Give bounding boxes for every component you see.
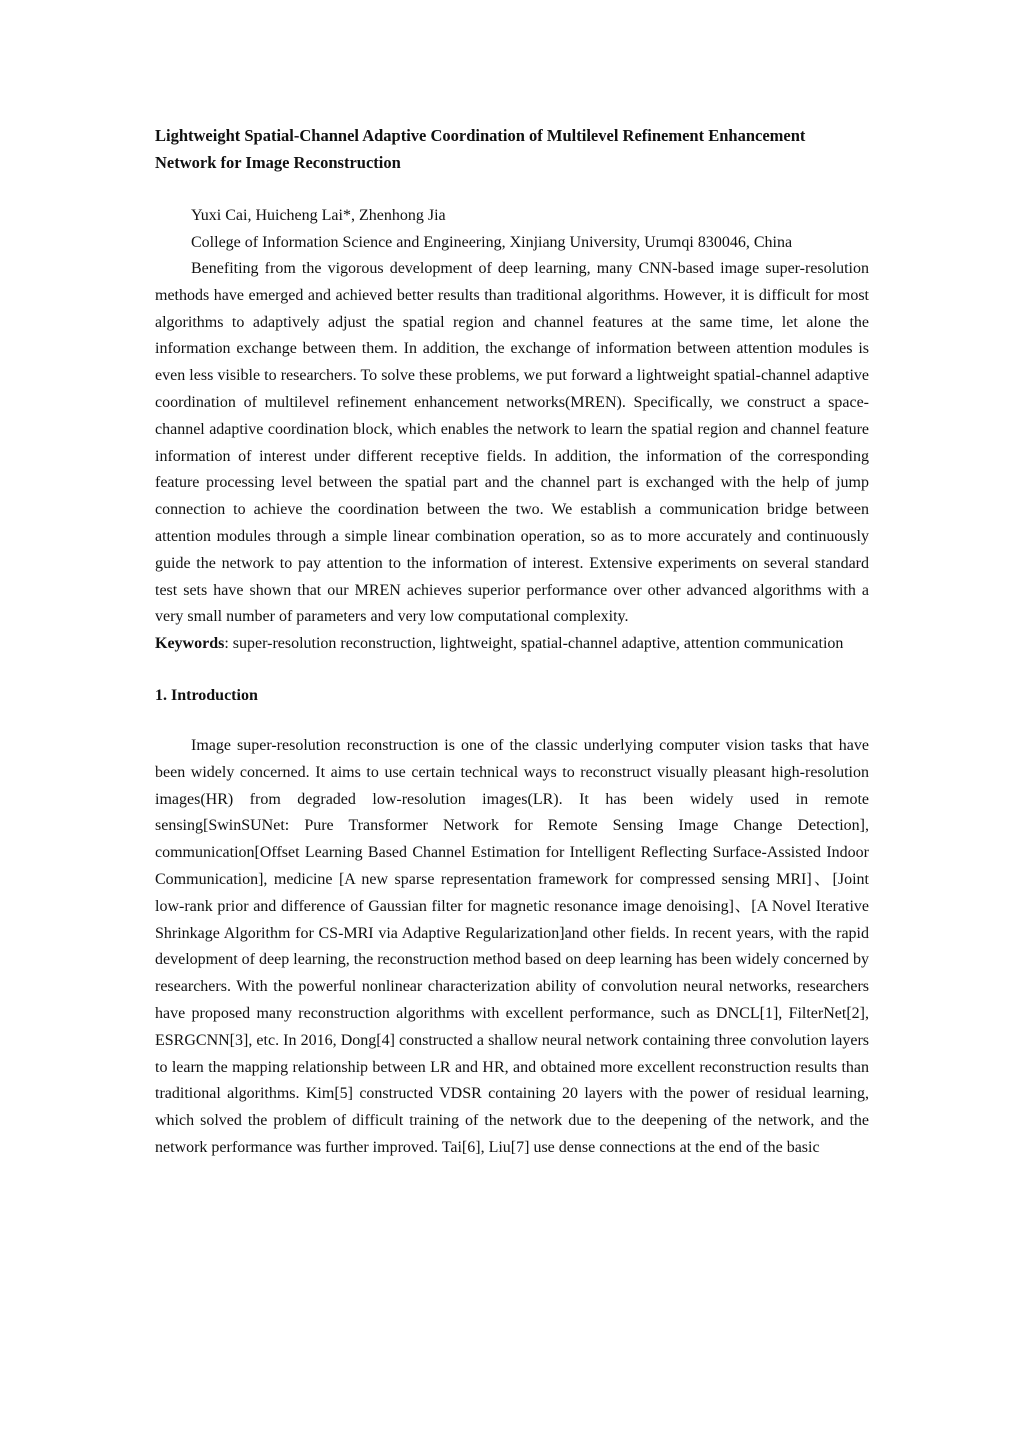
abstract: Benefiting from the vigorous development of deep learning, many CNN-based image super-resolution methods have emerged and achieved better results than traditional algorithms. However, it is difficult for most algorithms to adaptively adjust the spatial region and channel features at the same time, let alone the information exchange between them. In addition, the exchange of information between attention modules is even less visible to researchers. To solve these problems, we put forward a lightweight spatial-channel adaptive coordination of multilevel refinement enhancement networks(MREN). Specifically, we construct a space-channel adaptive coordination block, which enables the network to learn the spatial region and channel feature information of interest under different receptive fields. In addition, the information of the corresponding feature processing level between the spatial part and the channel part is exchanged with the help of jump connection to achieve the coordination between the two. We establish a communication bridge between attention modules through a simple linear combination operation, so as to more accurately and continuously guide the network to pay attention to the information of interest. Extensive experiments on several standard test sets have shown that our MREN achieves superior performance over other advanced algorithms with a very small number of parameters and very low computational complexity. — [155, 260, 869, 626]
introduction-paragraph: Image super-resolution reconstruction is one of the classic underlying computer vision tasks that have been widely concerned. It aims to use certain technical ways to reconstruct visually pleasant high-resolution images(HR) from degraded low-resolution images(LR). It has been widely used in remote sensing[SwinSUNet: Pure Transformer Network for Remote Sensing Image Change Detection], communication[Offset Learning Based Channel Estimation for Intelligent Reflecting Surface-Assisted Indoor Communication], medicine [A new sparse representation framework for compressed sensing MRI]、[Joint low-rank prior and difference of Gaussian filter for magnetic resonance image denoising]、[A Novel Iterative Shrinkage Algorithm for CS-MRI via Adaptive Regularization]and other fields. In recent years, with the rapid development of deep learning, the reconstruction method based on deep learning has been widely concerned by researchers. With the powerful nonlinear characterization ability of convolution neural networks, researchers have proposed many reconstruction algorithms with excellent performance, such as DNCL[1], FilterNet[2], ESRGCNN[3], etc. In 2016, Dong[4] constructed a shallow neural network containing three convolution layers to learn the mapping relationship between LR and HR, and obtained more excellent reconstruction results than traditional algorithms. Kim[5] constructed VDSR containing 20 layers with the power of residual learning, which solved the problem of difficult training of the network due to the deepening of the network, and the network performance was further improved. Tai[6], Liu[7] use dense connections at the end of the basic — [155, 736, 869, 1156]
section-heading-introduction: 1. Introduction — [155, 686, 258, 704]
paper-title: Lightweight Spatial-Channel Adaptive Coordination of Multilevel Refinement Enhancement Network for Image Reconstruction — [155, 126, 806, 172]
keywords-label: Keywords — [155, 635, 225, 653]
affiliation: College of Information Science and Engineering, Xinjiang University, Urumqi 830046, China — [191, 234, 793, 251]
keywords-text: : super-resolution reconstruction, lightweight, spatial-channel adaptive, attention communication — [224, 635, 844, 653]
paper-page — [155, 122, 869, 1162]
author-list: Yuxi Cai, Huicheng Lai*, Zhenhong Jia — [191, 207, 446, 224]
keywords — [155, 631, 869, 658]
